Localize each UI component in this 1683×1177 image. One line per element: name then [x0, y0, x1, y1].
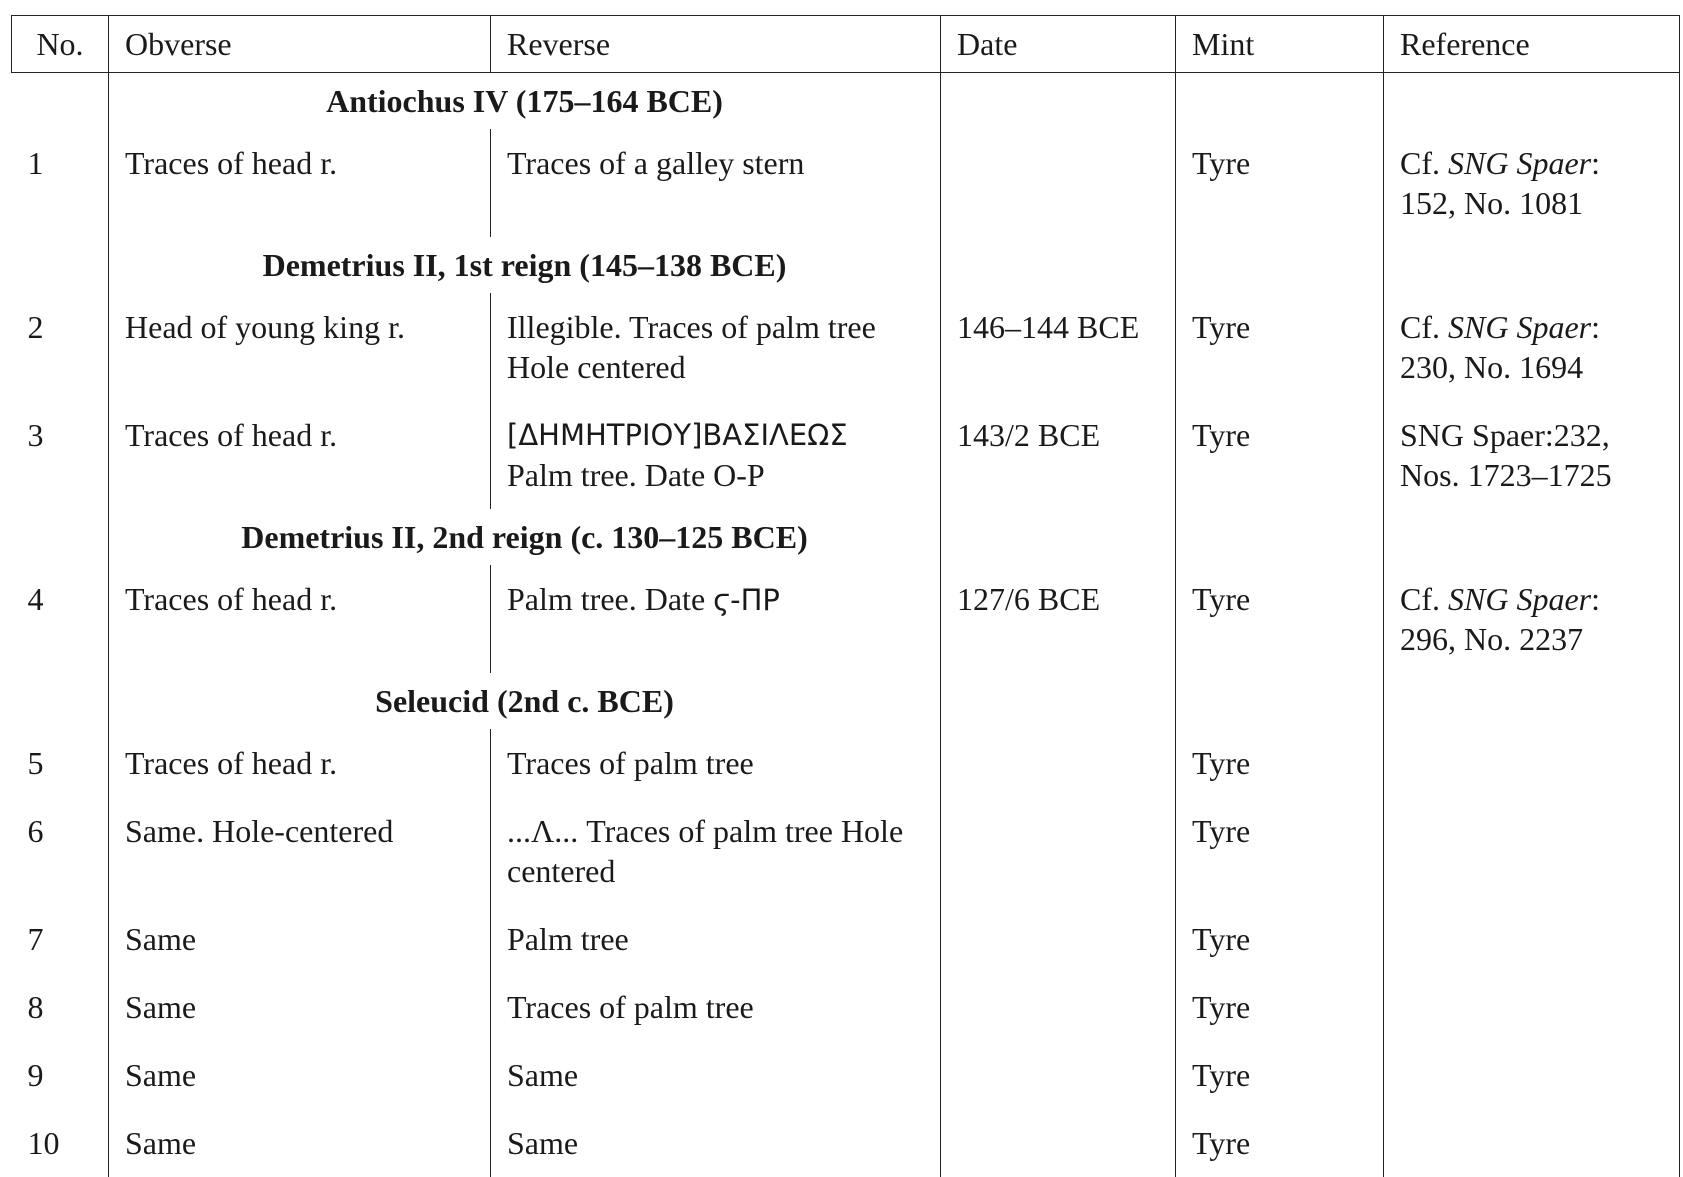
reverse-cell [491, 293, 941, 401]
mint-cell: Tyre [1176, 797, 1384, 905]
obverse-cell: Same [125, 921, 197, 957]
row-number: 9 [12, 1041, 109, 1109]
row-number: 5 [12, 729, 109, 797]
header-date: Date [941, 16, 1176, 73]
reverse-line: centered [507, 853, 616, 889]
header-obverse: Obverse [109, 16, 491, 73]
reference-suffix: : [1591, 145, 1600, 181]
reverse-cell: Palm tree [491, 905, 941, 973]
section-title: Demetrius II, 2nd reign (c. 130–125 BCE) [241, 519, 808, 555]
mint-cell: Tyre [1176, 401, 1384, 509]
date-cell [941, 1041, 1176, 1109]
reverse-line: Palm tree. Date O-P [507, 457, 765, 493]
table-row [12, 729, 1680, 797]
reference-detail: 296, No. 2237 [1400, 621, 1584, 657]
reference-cell [1384, 905, 1680, 973]
reverse-cell: Traces of palm tree [491, 973, 941, 1041]
date-cell [941, 797, 1176, 905]
row-number: 3 [12, 401, 109, 509]
row-number: 10 [12, 1109, 109, 1177]
obverse-cell: Head of young king r. [125, 309, 405, 345]
table-row [12, 129, 1680, 237]
obverse-cell: Same [125, 1125, 197, 1161]
row-number: 7 [12, 905, 109, 973]
reference-cell [1384, 293, 1680, 401]
reverse-cell: Same [491, 1041, 941, 1109]
section-title: Seleucid (2nd c. BCE) [375, 683, 674, 719]
mint-cell: Tyre [1176, 565, 1384, 673]
coin-catalogue-table [11, 15, 1680, 1177]
reference-line: SNG Spaer:232, [1400, 417, 1610, 453]
reverse-line: ...Λ... Traces of palm tree Hole [507, 813, 904, 849]
section-title: Demetrius II, 1st reign (145–138 BCE) [262, 247, 787, 283]
header-reference: Reference [1384, 16, 1680, 73]
mint-cell: Tyre [1176, 129, 1384, 237]
reference-cell [1384, 729, 1680, 797]
table-row [12, 1109, 1680, 1177]
mint-cell: Tyre [1176, 729, 1384, 797]
reference-cell [1384, 129, 1680, 237]
row-number: 2 [12, 293, 109, 401]
reference-detail: 230, No. 1694 [1400, 349, 1584, 385]
table-row [12, 293, 1680, 401]
obverse-cell: Traces of head r. [125, 145, 338, 181]
section-heading-row [12, 237, 1680, 293]
section-heading-row [12, 73, 1680, 130]
reverse-legend: [ΔΗΜΗΤΡΙΟΥ]ΒΑΣΙΛΕΩΣ [507, 418, 848, 452]
mint-cell: Tyre [1176, 293, 1384, 401]
reverse-cell [491, 797, 941, 905]
reverse-cell [491, 565, 941, 673]
table-row [12, 565, 1680, 673]
mint-cell: Tyre [1176, 1041, 1384, 1109]
table-row [12, 401, 1680, 509]
reference-suffix: : [1591, 581, 1600, 617]
table-row [12, 905, 1680, 973]
reverse-text: Palm tree. Date [507, 581, 714, 617]
obverse-cell: Same. Hole-centered [125, 813, 394, 849]
reverse-cell: Same [491, 1109, 941, 1177]
obverse-cell: Traces of head r. [125, 745, 338, 781]
mint-cell: Tyre [1176, 973, 1384, 1041]
header-reverse: Reverse [491, 16, 941, 73]
date-cell [941, 973, 1176, 1041]
reference-cell [1384, 565, 1680, 673]
section-heading-row [12, 673, 1680, 729]
header-row [12, 16, 1680, 73]
reference-title: SNG Spaer [1448, 581, 1592, 617]
table-row [12, 973, 1680, 1041]
row-number: 1 [12, 129, 109, 237]
row-number: 4 [12, 565, 109, 673]
table-row [12, 797, 1680, 905]
row-number: 6 [12, 797, 109, 905]
reverse-cell: Traces of a galley stern [491, 129, 941, 237]
date-cell: 143/2 BCE [941, 401, 1176, 509]
mint-cell: Tyre [1176, 905, 1384, 973]
obverse-cell: Traces of head r. [125, 581, 338, 617]
reverse-cell [491, 401, 941, 509]
reverse-legend: ϛ-ΠΡ [713, 583, 780, 617]
reference-prefix: Cf. [1400, 581, 1448, 617]
reference-cell [1384, 973, 1680, 1041]
reference-prefix: Cf. [1400, 145, 1448, 181]
mint-cell: Tyre [1176, 1109, 1384, 1177]
reference-title: SNG Spaer [1448, 145, 1592, 181]
reference-cell [1384, 797, 1680, 905]
reference-suffix: : [1591, 309, 1600, 345]
reference-line: Nos. 1723–1725 [1400, 457, 1612, 493]
obverse-cell: Traces of head r. [125, 417, 338, 453]
reference-cell [1384, 1041, 1680, 1109]
section-heading-row [12, 509, 1680, 565]
date-cell: 127/6 BCE [941, 565, 1176, 673]
date-cell: 146–144 BCE [941, 293, 1176, 401]
reverse-cell: Traces of palm tree [491, 729, 941, 797]
date-cell [941, 905, 1176, 973]
reference-detail: 152, No. 1081 [1400, 185, 1584, 221]
reference-cell [1384, 1109, 1680, 1177]
row-number: 8 [12, 973, 109, 1041]
obverse-cell: Same [125, 1057, 197, 1093]
reverse-line: Illegible. Traces of palm tree [507, 309, 876, 345]
date-cell [941, 729, 1176, 797]
date-cell [941, 1109, 1176, 1177]
reverse-line: Hole centered [507, 349, 686, 385]
reference-title: SNG Spaer [1448, 309, 1592, 345]
reference-prefix: Cf. [1400, 309, 1448, 345]
obverse-cell: Same [125, 989, 197, 1025]
section-title: Antiochus IV (175–164 BCE) [326, 83, 723, 119]
table-row [12, 1041, 1680, 1109]
header-no: No. [12, 16, 109, 73]
date-cell [941, 129, 1176, 237]
reference-cell [1384, 401, 1680, 509]
header-mint: Mint [1176, 16, 1384, 73]
